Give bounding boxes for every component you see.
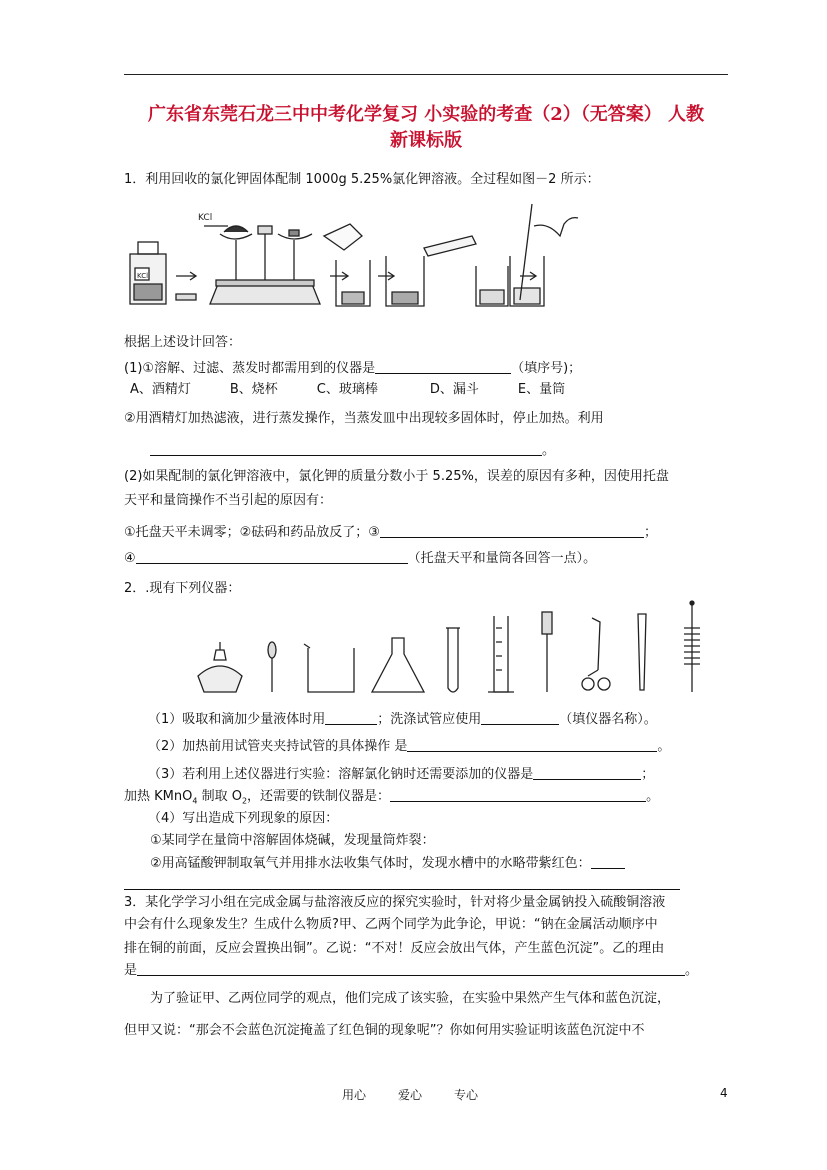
- q2-sub1: （1）吸取和滴加少量液体时用 ；洗涤试管应使用 （填仪器名称）。: [148, 712, 657, 727]
- answer-blank[interactable]: [407, 738, 657, 752]
- beaker-dissolving-icon: [386, 256, 424, 306]
- svg-text:KCl: KCl: [137, 272, 149, 280]
- header-rule: [124, 74, 728, 75]
- answer-blank[interactable]: [481, 711, 559, 725]
- q3-line4: 是 。: [124, 963, 699, 978]
- footer-text-1: 用心: [342, 1088, 367, 1102]
- q1-part2d: ④ （托盘天平和量筒各回答一点）。: [124, 551, 597, 566]
- spatula-icon: [542, 612, 552, 692]
- beaker-pouring-icon: [424, 236, 508, 306]
- q1-intro: 根据上述设计回答：: [124, 335, 242, 350]
- answer-blank[interactable]: [137, 962, 685, 976]
- test-tube-icon: [446, 628, 460, 692]
- q2-sub3b: 加热 KMnO$_4$ 制取 $O_2$，还需要的铁制仪器是： 。: [124, 789, 660, 806]
- dropper-icon: [268, 642, 276, 692]
- q3-line5: 为了验证甲、乙两位同学的观点，他们完成了该实验，在实验中果然产生气体和蓝色沉淀，: [150, 991, 671, 1006]
- q1-part1a: (1)①溶解、过滤、蒸发时都需用到的仪器是 （填序号)；: [124, 361, 582, 376]
- q2-sub4a: ①某同学在量筒中溶解固体烧碱，发现量筒炸裂：: [150, 833, 435, 848]
- q2-sub4b: ②用高锰酸钾制取氧气并用排水法收集气体时，发现水槽中的水略带紫红色：: [150, 855, 625, 873]
- q1-part2b: 天平和量筒操作不当引起的原因有：: [124, 493, 333, 508]
- q2-stem: 2．.现有下列仪器：: [124, 581, 241, 596]
- footer-text-3: 专心: [454, 1088, 479, 1102]
- q2-sub4: （4）写出造成下列现象的原因：: [148, 811, 339, 826]
- answer-blank[interactable]: [136, 550, 408, 564]
- q1-part1b: ②用酒精灯加热滤液，进行蒸发操作，当蒸发皿中出现较多固体时，停止加热。利用: [124, 411, 604, 426]
- experiment-figure: [124, 196, 624, 326]
- page-title-line1: 广东省东莞石龙三中中考化学复习 小实验的考查（2）（无答案） 人教: [147, 104, 705, 125]
- instruments-figure: [190, 598, 720, 698]
- alcohol-lamp-icon: [198, 642, 242, 692]
- answer-blank[interactable]: [124, 876, 680, 890]
- answer-blank[interactable]: [375, 360, 511, 374]
- conical-flask-icon: [372, 638, 424, 692]
- q3-line2: 中会有什么现象发生？生成什么物质?甲、乙两个同学为此争论，甲说：“钠在金属活动顺序中: [124, 917, 658, 932]
- test-tube-holder-icon: [638, 614, 646, 690]
- answer-blank[interactable]: [533, 766, 641, 780]
- footer-text-2: 爱心: [398, 1088, 423, 1102]
- answer-blank[interactable]: [591, 855, 625, 869]
- q1-stem: 1．利用回收的氯化钾固体配制 1000g 5.25%氯化钾溶液。全过程如图－2 所示：: [124, 172, 600, 187]
- q3-line6: 但甲又说：“那会不会蓝色沉淀掩盖了红色铜的现象呢”？你如何用实验证明该蓝色沉淀中不: [124, 1023, 645, 1038]
- answer-blank[interactable]: [150, 442, 542, 456]
- q3-line1: 3．某化学学习小组在完成金属与盐溶液反应的探究实验时，针对将少量金属钠投入硫酸铜溶液: [124, 895, 666, 910]
- page-number: 4: [720, 1086, 728, 1100]
- q2-sub2: （2）加热前用试管夹夹持试管的具体操作 是 。: [148, 739, 671, 754]
- crucible-tongs-icon: [582, 618, 610, 690]
- q1-part2a: (2)如果配制的氯化钾溶液中，氯化钾的质量分数小于 5.25%，误差的原因有多种，因使用托盘: [124, 469, 669, 484]
- svg-text:KCl: KCl: [198, 213, 213, 223]
- graduated-cylinder-icon: [488, 616, 514, 692]
- q1-part2c: ①托盘天平未调零；②砝码和药品放反了；③ ；: [124, 525, 657, 540]
- beaker-icon: [304, 644, 354, 692]
- test-tube-brush-icon: [684, 601, 700, 692]
- answer-blank[interactable]: [380, 524, 644, 538]
- reagent-bottle-icon: [130, 242, 166, 304]
- q1-part1b-line: 。: [150, 442, 555, 460]
- q2-sub3: （3）若利用上述仪器进行实验：溶解氯化钠时还需要添加的仪器是 ；: [148, 767, 655, 782]
- balance-icon: [204, 226, 320, 304]
- q1-options: A、酒精灯 B、烧杯 C、玻璃棒 D、漏斗 E、量筒: [130, 382, 566, 397]
- beaker-stirring-icon: [510, 204, 578, 306]
- answer-blank[interactable]: [325, 711, 377, 725]
- q3-line3: 排在铜的前面，反应会置换出铜”。乙说：“不对！反应会放出气体，产生蓝色沉淀”。乙的理由: [124, 941, 665, 956]
- q2-sub4b-line: [124, 876, 680, 894]
- page-title-line2: 新课标版: [390, 130, 462, 151]
- answer-blank[interactable]: [390, 788, 646, 802]
- beaker-powder-icon: [324, 224, 370, 306]
